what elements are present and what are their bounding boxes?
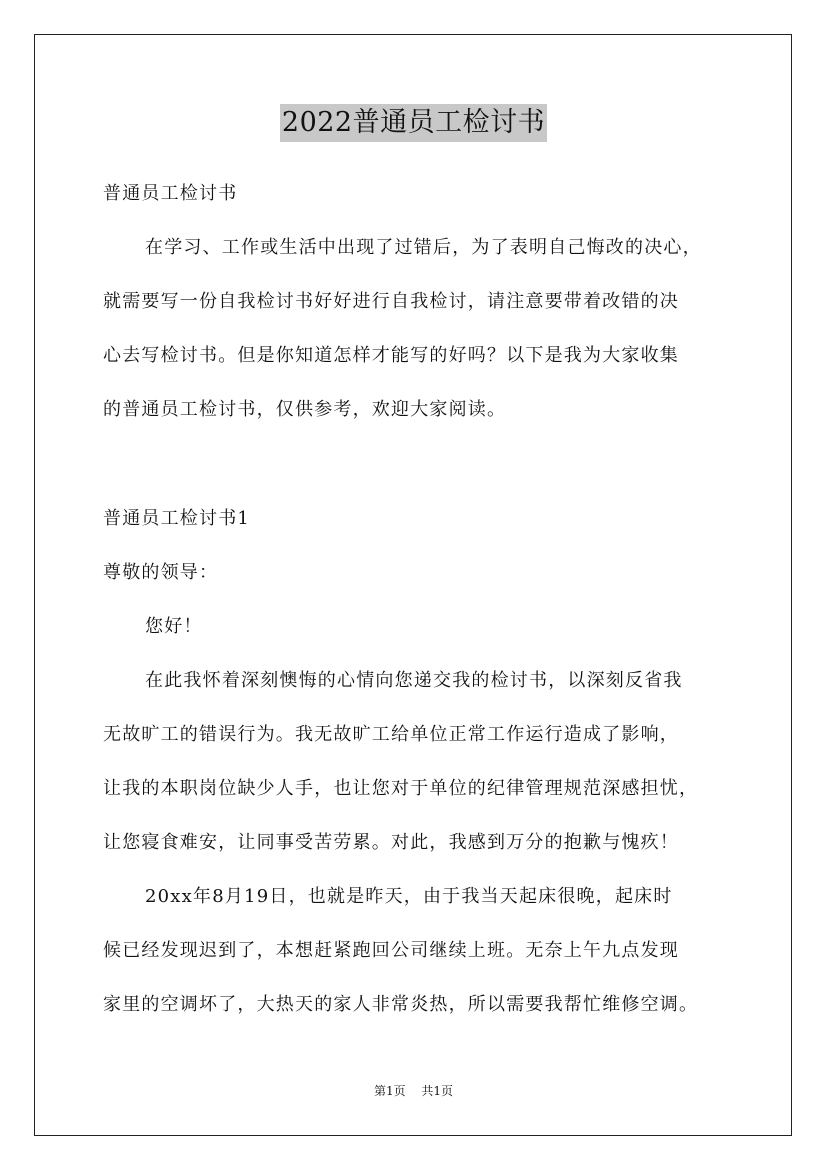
document-title: 2022普通员工检讨书 — [280, 104, 547, 142]
body-line: 候已经发现迟到了，本想赶紧跑回公司继续上班。无奈上午九点发现 — [103, 940, 679, 961]
page-footer — [0, 1083, 827, 1099]
intro-line: 就需要写一份自我检讨书好好进行自我检讨，请注意要带着改错的决 — [103, 291, 679, 312]
title-container — [0, 104, 827, 142]
greeting: 您好！ — [145, 616, 203, 637]
body-line: 在此我怀着深刻懊悔的心情向您递交我的检讨书，以深刻反省我 — [145, 670, 683, 691]
intro-line: 的普通员工检讨书，仅供参考，欢迎大家阅读。 — [103, 399, 507, 420]
intro-line: 心去写检讨书。但是你知道怎样才能写的好吗？以下是我为大家收集 — [103, 345, 679, 366]
body-line: 20xx年8月19日，也就是昨天，由于我当天起床很晚，起床时 — [145, 886, 673, 907]
body-line: 让我的本职岗位缺少人手，也让您对于单位的纪律管理规范深感担忧， — [103, 778, 699, 799]
page-total: 共1页 — [421, 1084, 454, 1098]
body-line: 家里的空调坏了，大热天的家人非常炎热，所以需要我帮忙维修空调。 — [103, 994, 699, 1015]
subsection-heading: 普通员工检讨书1 — [103, 508, 251, 529]
page-number: 第1页 — [373, 1084, 406, 1098]
body-line: 让您寝食难安，让同事受苦劳累。对此，我感到万分的抱歉与愧疚！ — [103, 832, 679, 853]
section-heading: 普通员工检讨书 — [103, 183, 238, 204]
body-line: 无故旷工的错误行为。我无故旷工给单位正常工作运行造成了影响， — [103, 724, 679, 745]
intro-line: 在学习、工作或生活中出现了过错后，为了表明自己悔改的决心， — [145, 237, 702, 258]
salutation: 尊敬的领导： — [103, 562, 219, 583]
